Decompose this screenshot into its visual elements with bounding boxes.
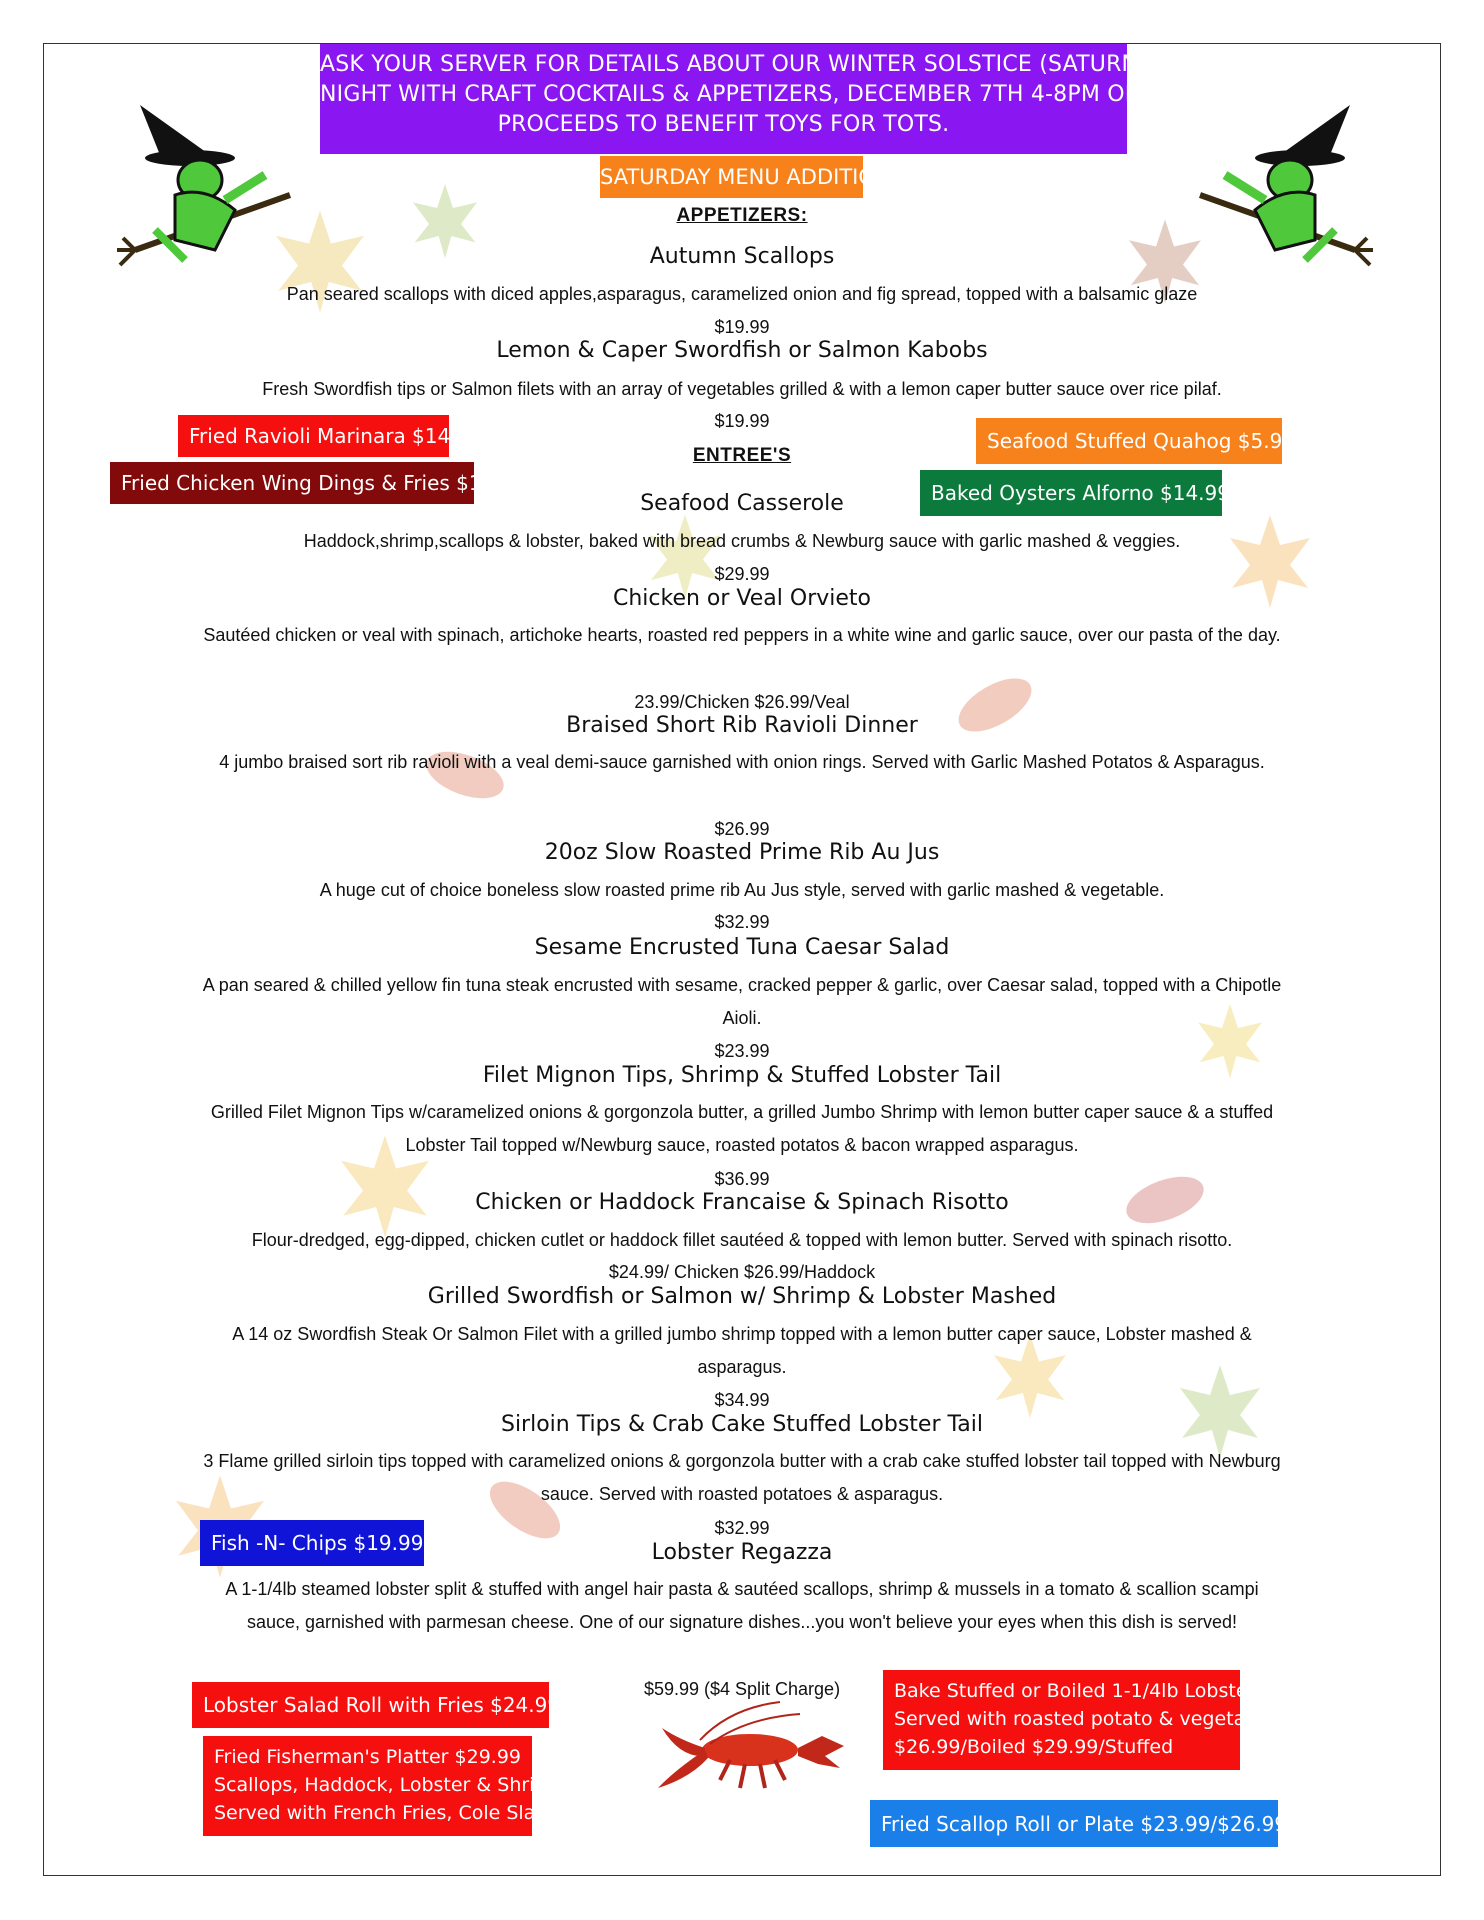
dish-name: Braised Short Rib Ravioli Dinner [566,713,918,738]
fisherman-platter-line: Scallops, Haddock, Lobster & Shrimp [214,1774,566,1796]
dish-description: Sautéed chicken or veal with spinach, artichoke hearts, roasted red peppers in a white wine and garlic sauce, over our pasta of the day. [203,625,1281,645]
scallop-roll-callout: Fried Scallop Roll or Plate $23.99/$26.99 [870,1800,1278,1847]
dish-price: $19.99 [714,317,770,337]
dish-price: $26.99 [714,819,770,839]
dish-price: $32.99 [714,912,770,932]
dish-price: $24.99/ Chicken $26.99/Haddock [608,1262,876,1282]
dish-name: Filet Mignon Tips, Shrimp & Stuffed Lobster Tail [482,1063,1002,1088]
dish-description: Fresh Swordfish tips or Salmon filets with an array of vegetables grilled & with a lemon caper butter sauce over rice pilaf. [262,379,1222,399]
dish-description: A 14 oz Swordfish Steak Or Salmon Filet with a grilled jumbo shrimp topped with a lemon butter caper sauce, Lobster mashed & asparagus. [232,1324,1252,1377]
dish-description: A pan seared & chilled yellow fin tuna steak encrusted with sesame, cracked pepper & garlic, over Caesar salad, topped with a Chipotle Aioli. [202,975,1282,1028]
dish-description: Grilled Filet Mignon Tips w/caramelized onions & gorgonzola butter, a grilled Jumbo Shrimp with lemon butter caper sauce & a stuffed Lobster Tail topped w/Newburg sauce, roasted potatos & bacon wrapped asparagus. [210,1102,1274,1155]
fisherman-platter-line: Fried Fisherman's Platter $29.99 [214,1746,522,1768]
dish-description: Flour-dredged, egg-dipped, chicken cutlet or haddock fillet sautéed & topped with lemon butter. Served with spinach risotto. [251,1230,1233,1250]
dish-name: Seafood Casserole [640,491,844,516]
event-banner-line: PROCEEDS TO BENEFIT TOYS FOR TOTS. [497,112,950,137]
dish-price: $23.99 [714,1041,770,1061]
dish-description: Pan seared scallops with diced apples,asparagus, caramelized onion and fig spread, topped with a balsamic glaze [286,284,1198,304]
quahog-callout: Seafood Stuffed Quahog $5.99 [976,418,1282,464]
dish-name: 20oz Slow Roasted Prime Rib Au Jus [544,840,940,865]
fish-chips-callout: Fish -N- Chips $19.99 [200,1520,424,1566]
chicken-wings-callout: Fried Chicken Wing Dings & Fries $14.99 [110,462,474,504]
baked-lobster-line: Bake Stuffed or Boiled 1-1/4lb Lobster [894,1680,1256,1702]
dish-name: Sesame Encrusted Tuna Caesar Salad [534,935,950,960]
dish-name: Lemon & Caper Swordfish or Salmon Kabobs [496,338,988,363]
dish-price: $59.99 ($4 Split Charge) [643,1679,841,1699]
entrees-heading: ENTREE'S [692,445,792,466]
dish-description: A huge cut of choice boneless slow roasted prime rib Au Jus style, served with garlic mashed & vegetable. [319,880,1165,900]
dish-name: Grilled Swordfish or Salmon w/ Shrimp & Lobster Mashed [427,1284,1057,1309]
fried-ravioli-callout: Fried Ravioli Marinara $14.99 [178,415,449,457]
dish-price: $34.99 [714,1390,770,1410]
dish-description: Haddock,shrimp,scallops & lobster, baked with bread crumbs & Newburg sauce with garlic mashed & veggies. [303,531,1181,551]
dish-name: Chicken or Haddock Francaise & Spinach Risotto [475,1190,1009,1215]
dish-price: $36.99 [714,1169,770,1189]
saturday-menu-label: SATURDAY MENU ADDITIONS [600,156,863,198]
dish-description: 3 Flame grilled sirloin tips topped with caramelized onions & gorgonzola butter with a crab cake stuffed lobster tail topped with Newburg sauce. Served with roasted potatoes & asparagus. [203,1451,1281,1504]
dish-name: Sirloin Tips & Crab Cake Stuffed Lobster Tail [500,1412,983,1437]
event-banner-line: NIGHT WITH CRAFT COCKTAILS & APPETIZERS, DECEMBER 7TH 4-8PM ON THE PATIO [320,82,1264,107]
dish-name: Chicken or Veal Orvieto [612,586,872,611]
fisherman-platter-callout [203,1736,566,1836]
dish-description: 4 jumbo braised sort rib ravioli with a veal demi-sauce garnished with onion rings. Served with Garlic Mashed Potatos & Asparagus. [219,752,1265,772]
appetizers-heading: APPETIZERS: [676,205,808,226]
baked-lobster-line: Served with roasted potato & vegetable. [894,1708,1281,1730]
oysters-callout: Baked Oysters Alforno $14.99 [920,470,1222,516]
lobster-roll-callout: Lobster Salad Roll with Fries $24.99 [192,1682,549,1728]
baked-lobster-line: $26.99/Boiled $29.99/Stuffed [894,1736,1174,1758]
event-banner-line: ASK YOUR SERVER FOR DETAILS ABOUT OUR WINTER SOLSTICE (SATURNALIA) [320,52,1197,77]
dish-description: A 1-1/4lb steamed lobster split & stuffed with angel hair pasta & sautéed scallops, shrimp & mussels in a tomato & scallion scampi sauce, garnished with parmesan cheese. One of our signature dishes...you won't believe your eyes when this dish is served! [225,1579,1259,1632]
lobster-icon [650,1700,850,1795]
dish-price: 23.99/Chicken $26.99/Veal [634,692,850,712]
dish-price: $19.99 [714,411,770,431]
dish-price: $29.99 [714,564,770,584]
baked-lobster-callout [883,1670,1281,1770]
dish-name: Lobster Regazza [651,1540,833,1565]
dish-name: Autumn Scallops [649,244,835,269]
dish-price: $32.99 [714,1518,770,1538]
event-banner [320,44,1264,154]
fisherman-platter-line: Served with French Fries, Cole Slaw. [214,1802,556,1824]
